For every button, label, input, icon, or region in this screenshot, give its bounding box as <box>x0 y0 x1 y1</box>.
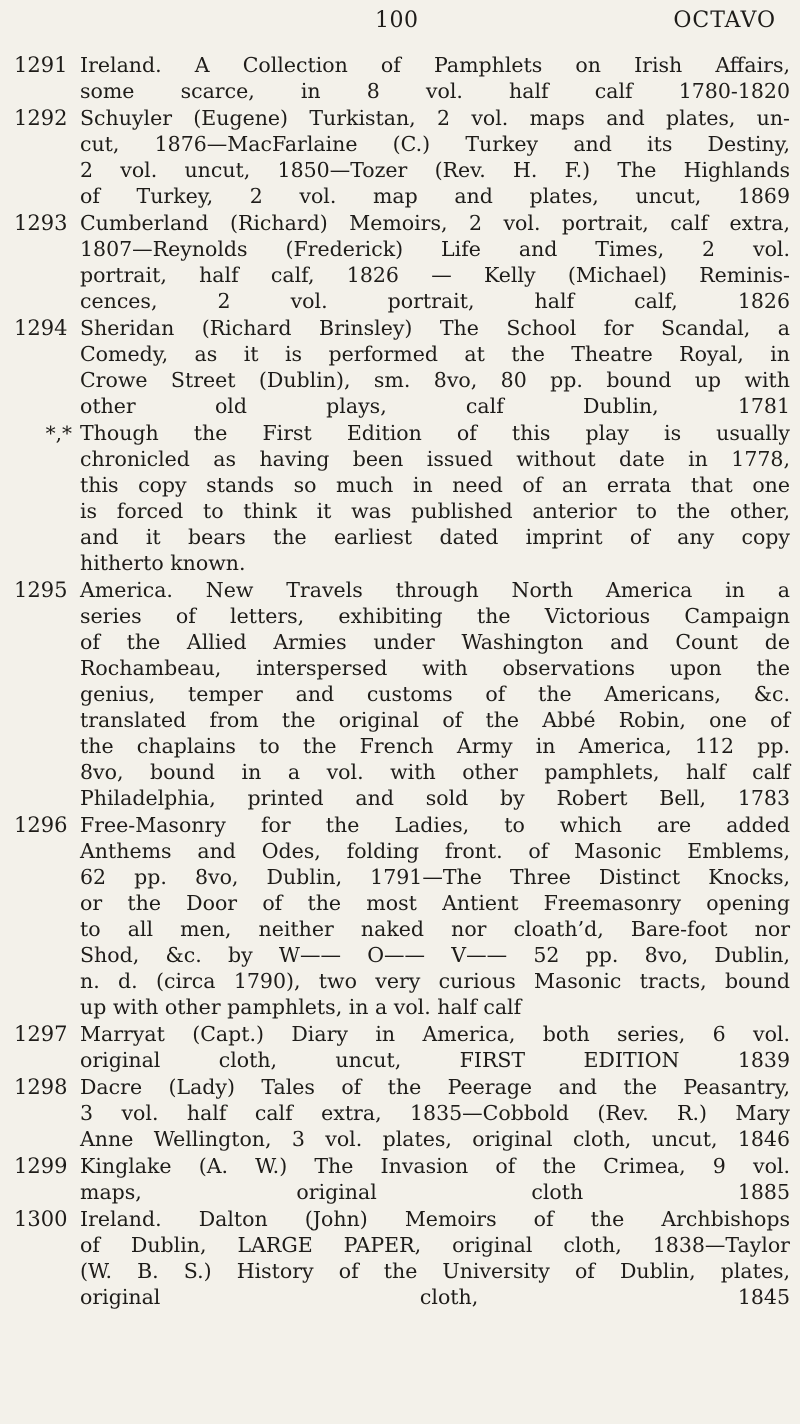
page-header <box>0 4 800 44</box>
catalogue-entry <box>14 52 790 104</box>
catalogue-entry <box>14 577 790 811</box>
entry-line: of Dublin, LARGE PAPER, original cloth, 1838—Taylor <box>80 1233 790 1257</box>
catalogue-entry <box>14 1153 790 1205</box>
catalogue-entry <box>14 210 790 314</box>
entry-line: translated from the original of the Abbé Robin, one of <box>80 708 790 732</box>
entry-line: hitherto known. <box>80 551 246 575</box>
entry-line: n. d. (circa 1790), two very curious Masonic tracts, bound <box>80 969 790 993</box>
catalogue-entry <box>14 1206 790 1310</box>
running-head: OCTAVO <box>673 8 776 33</box>
lot-number: 1295 <box>14 578 68 602</box>
entry-line: genius, temper and customs of the Americans, &c. <box>80 682 790 706</box>
entry-line: Ireland. A Collection of Pamphlets on Irish Affairs, <box>80 53 790 77</box>
entry-line: portrait, half calf, 1826 — Kelly (Michael) Reminis- <box>80 263 790 287</box>
entry-line: Shod, &c. by W—— O—— V—— 52 pp. 8vo, Dublin, <box>80 943 790 967</box>
entry-line: Crowe Street (Dublin), sm. 8vo, 80 pp. bound up with <box>80 368 790 392</box>
entry-line: the chaplains to the French Army in America, 112 pp. <box>80 734 790 758</box>
lot-number: 1296 <box>14 813 68 837</box>
entry-line: 1807—Reynolds (Frederick) Life and Times, 2 vol. <box>80 237 790 261</box>
entry-line: 8vo, bound in a vol. with other pamphlets, half calf <box>80 760 790 784</box>
entry-line: original cloth, 1845 <box>80 1285 790 1309</box>
entry-line: other old plays, calf Dublin, 1781 <box>80 394 790 418</box>
entry-line: cences, 2 vol. portrait, half calf, 1826 <box>80 289 790 313</box>
entry-line: some scarce, in 8 vol. half calf 1780-1820 <box>80 79 790 103</box>
entry-line: Free-Masonry for the Ladies, to which are added <box>80 813 790 837</box>
entry-line: Anne Wellington, 3 vol. plates, original cloth, uncut, 1846 <box>80 1127 790 1151</box>
entry-line: chronicled as having been issued without date in 1778, <box>80 447 790 471</box>
lot-number: 1294 <box>14 316 68 340</box>
lot-number: 1291 <box>14 53 68 77</box>
note-marker: *,* <box>45 421 72 445</box>
entry-line: this copy stands so much in need of an errata that one <box>80 473 790 497</box>
entry-line: maps, original cloth 1885 <box>80 1180 790 1204</box>
lot-number: 1300 <box>14 1207 68 1231</box>
entry-line: Ireland. Dalton (John) Memoirs of the Archbishops <box>80 1207 790 1231</box>
entry-line: Anthems and Odes, folding front. of Masonic Emblems, <box>80 839 790 863</box>
entry-line: (W. B. S.) History of the University of Dublin, plates, <box>80 1259 790 1283</box>
entry-line: original cloth, uncut, FIRST EDITION 1839 <box>80 1048 790 1072</box>
catalogue-entries <box>14 52 790 1311</box>
entry-line: 2 vol. uncut, 1850—Tozer (Rev. H. F.) The Highlands <box>80 158 790 182</box>
lot-number: 1298 <box>14 1075 68 1099</box>
lot-number: 1297 <box>14 1022 68 1046</box>
entry-line: 3 vol. half calf extra, 1835—Cobbold (Rev. R.) Mary <box>80 1101 790 1125</box>
entry-line: and it bears the earliest dated imprint of any copy <box>80 525 790 549</box>
entry-line: 62 pp. 8vo, Dublin, 1791—The Three Distinct Knocks, <box>80 865 790 889</box>
entry-line: Philadelphia, printed and sold by Robert Bell, 1783 <box>80 786 790 810</box>
entry-line: up with other pamphlets, in a vol. half calf <box>80 995 522 1019</box>
entry-line: to all men, neither naked nor cloath’d, Bare-foot nor <box>80 917 790 941</box>
catalogue-entry <box>14 1074 790 1152</box>
entry-line: Though the First Edition of this play is usually <box>80 421 790 445</box>
entry-line: Sheridan (Richard Brinsley) The School for Scandal, a <box>80 316 790 340</box>
entry-line: Comedy, as it is performed at the Theatre Royal, in <box>80 342 790 366</box>
catalogue-entry <box>14 1021 790 1073</box>
entry-line: of Turkey, 2 vol. map and plates, uncut, 1869 <box>80 184 790 208</box>
entry-line: is forced to think it was published anterior to the other, <box>80 499 790 523</box>
catalogue-note <box>14 420 790 576</box>
entry-line: America. New Travels through North America in a <box>80 578 790 602</box>
catalogue-entry <box>14 315 790 419</box>
entry-line: Dacre (Lady) Tales of the Peerage and the Peasantry, <box>80 1075 790 1099</box>
entry-line: Marryat (Capt.) Diary in America, both series, 6 vol. <box>80 1022 790 1046</box>
entry-line: Schuyler (Eugene) Turkistan, 2 vol. maps and plates, un- <box>80 106 790 130</box>
entry-line: or the Door of the most Antient Freemasonry opening <box>80 891 790 915</box>
lot-number: 1292 <box>14 106 68 130</box>
lot-number: 1299 <box>14 1154 68 1178</box>
entry-line: series of letters, exhibiting the Victorious Campaign <box>80 604 790 628</box>
entry-line: of the Allied Armies under Washington and Count de <box>80 630 790 654</box>
entry-line: Rochambeau, interspersed with observations upon the <box>80 656 790 680</box>
page-number: 100 <box>375 8 419 33</box>
catalogue-entry <box>14 105 790 209</box>
entry-line: Cumberland (Richard) Memoirs, 2 vol. portrait, calf extra, <box>80 211 790 235</box>
catalogue-entry <box>14 812 790 1020</box>
entry-line: cut, 1876—MacFarlaine (C.) Turkey and its Destiny, <box>80 132 790 156</box>
entry-line: Kinglake (A. W.) The Invasion of the Crimea, 9 vol. <box>80 1154 790 1178</box>
lot-number: 1293 <box>14 211 68 235</box>
